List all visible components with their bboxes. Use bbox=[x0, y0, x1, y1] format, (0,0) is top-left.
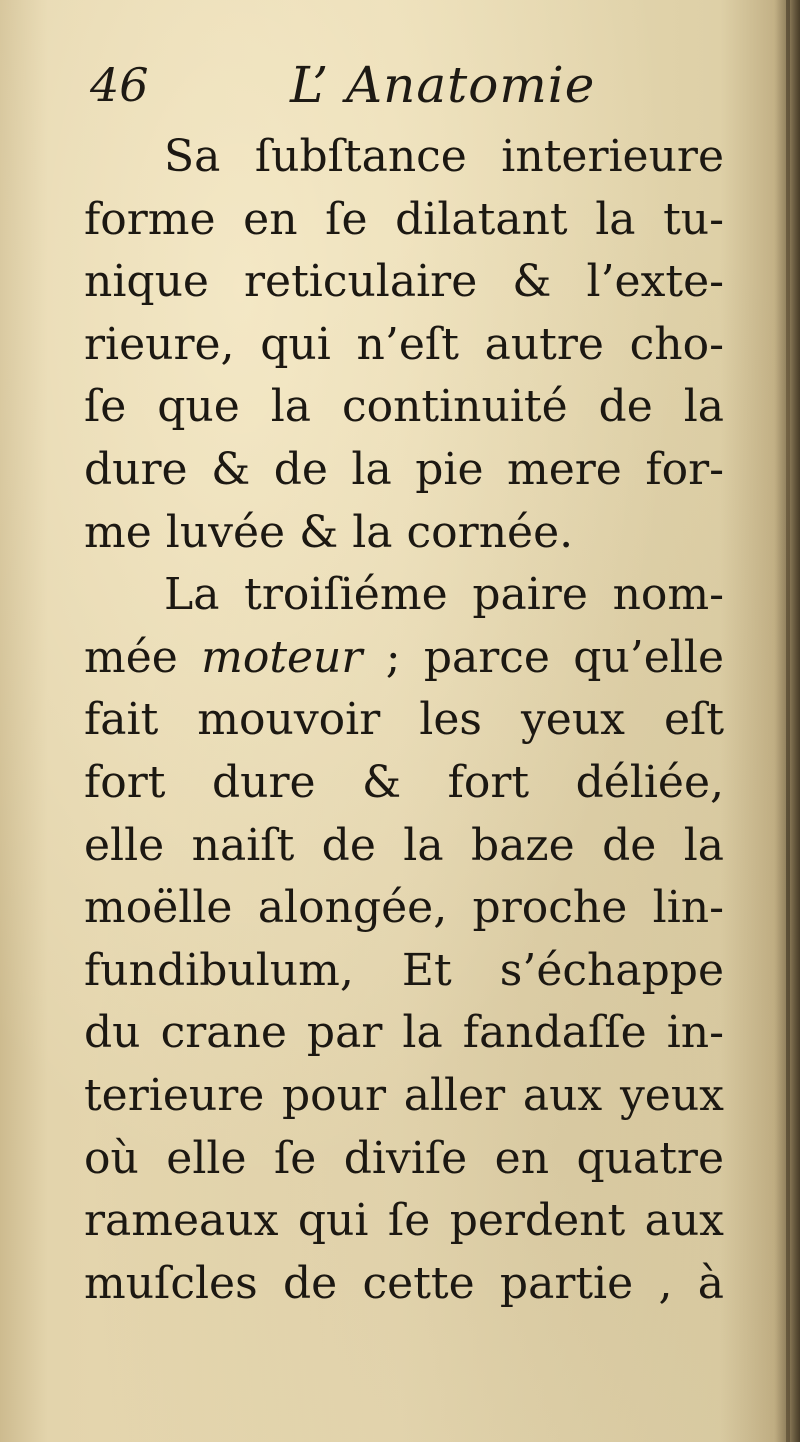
text-line: fait mouvoir les yeux eſt bbox=[84, 694, 724, 746]
text-line: fort dure & fort déliée, bbox=[84, 756, 724, 808]
text-line: forme en ſe dilatant la tu- bbox=[84, 193, 724, 245]
text-line: Sa ſubſtance interieure bbox=[164, 131, 724, 182]
text-line bbox=[84, 627, 724, 690]
text-line: du crane par la fandaſſe in- bbox=[84, 1007, 724, 1059]
running-title: L’ Anatomie bbox=[290, 56, 596, 114]
text-line: terieure pour aller aux yeux bbox=[84, 1069, 724, 1121]
text-line: où elle ſe diviſe en quatre bbox=[84, 1132, 724, 1184]
text-line: ſe que la continuité de la bbox=[84, 381, 724, 433]
text-run: mée bbox=[84, 631, 202, 683]
text-line: elle naiſt de la baze de la bbox=[84, 819, 724, 871]
page-header bbox=[90, 58, 650, 118]
text-line: fundibulum, Et s’échappe bbox=[84, 944, 724, 996]
binding-edge bbox=[786, 0, 790, 1442]
page-number: 46 bbox=[90, 58, 149, 112]
text-line: me luvée & la cornée. bbox=[84, 506, 574, 558]
body-text bbox=[84, 126, 724, 1315]
text-line: rieure, qui n’eſt autre cho- bbox=[84, 318, 724, 370]
text-run: ; parce qu’elle bbox=[362, 631, 724, 683]
emphasized-term: moteur bbox=[201, 631, 363, 683]
text-line: La troiſiéme paire nom- bbox=[164, 569, 724, 621]
text-line: muſcles de cette partie , à bbox=[84, 1257, 724, 1309]
text-line: rameaux qui ſe perdent aux bbox=[84, 1195, 724, 1247]
text-line: dure & de la pie mere for- bbox=[84, 443, 724, 495]
text-line: moëlle alongée, proche lin- bbox=[84, 882, 724, 934]
text-line: nique reticulaire & l’exte- bbox=[84, 256, 724, 308]
